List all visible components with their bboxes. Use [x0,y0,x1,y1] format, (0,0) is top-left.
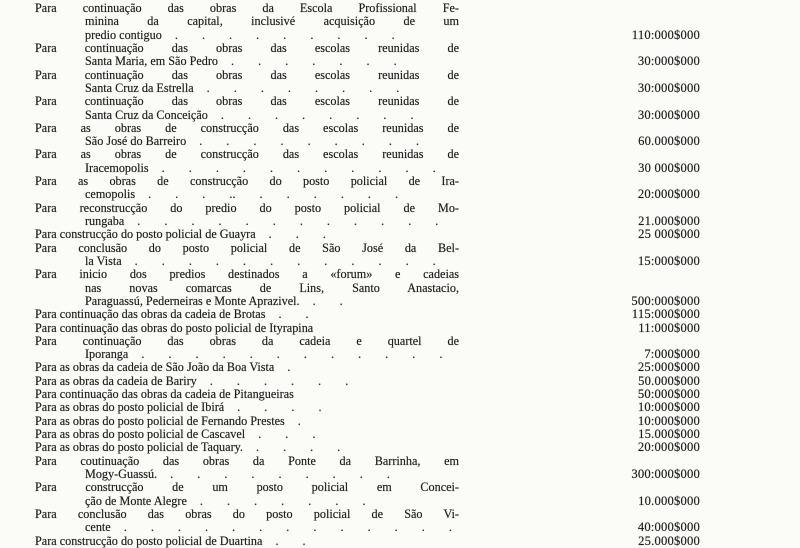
entry-line [0,162,800,175]
entry-text: rungaba [85,214,125,228]
entry-text: Para as obras do posto policial de Taquary. [35,440,243,455]
ledger-entry [0,388,800,401]
entry-amount: 30 000$000 [638,160,700,175]
entry-amount: 110:000$000 [631,27,700,42]
ledger-entry [0,202,800,229]
entry-line [0,15,800,28]
entry-line [0,348,800,361]
entry-text: Para continuação das obras das escolas reunidas de [35,67,459,82]
entry-text: Para as obras de construcção das escolas reunidas de [35,120,459,135]
entry-text: Para as obras de construcção do posto policial de Ira- [35,174,459,189]
entry-line [0,455,800,468]
entry-text: Para continuação das obras da Escola Profissional Fe- [35,1,459,15]
entry-line [0,215,800,228]
entry-text: Para conclusão das obras do posto policial de São Vi- [35,506,459,521]
entry-line [0,428,800,441]
entry-line [0,69,800,82]
ledger-entry [0,481,800,508]
entry-amount: 25.000$000 [638,533,700,548]
entry-text: Santa Cruz da Conceição [85,107,208,122]
entry-line [0,535,800,548]
entry-line [0,255,800,268]
dot-leader: . . . . . . . . . . . . . [123,521,452,535]
dot-leader: . . . . . . . . . . . [161,161,436,175]
entry-line [0,188,800,201]
entry-amount: 300:000$000 [631,466,700,481]
entry-line [0,109,800,122]
entry-line [0,481,800,494]
entry-line [0,388,800,401]
dot-leader: . [297,414,301,428]
dot-leader: . . . . . . . . . . . . [137,215,439,228]
dot-leader: . . . . . . . . [206,81,400,95]
ledger-entry [0,69,800,96]
entry-amount: 50.000$000 [638,373,700,388]
entry-line [0,495,800,508]
entry-line [0,228,800,241]
ledger-entry [0,2,800,42]
entry-line [0,295,800,308]
entry-amount: 115:000$000 [631,307,700,322]
entry-line [0,335,800,348]
entry-line [0,401,800,414]
entry-line [0,202,800,215]
ledger-entry [0,441,800,454]
dot-leader: . . . [268,228,326,242]
entry-line [0,468,800,481]
entry-text: Para as obras do posto policial de Cascavel [35,427,246,441]
ledger-entry [0,228,800,241]
entry-text: Para continuação das obras da cadeia de Pitangueiras [35,387,294,402]
dot-leader: . . . . . . . . . . . . [141,348,443,362]
entry-line [0,242,800,255]
entry-text: ção de Monte Alegre [85,493,187,508]
entry-amount: 15:000$000 [637,253,700,268]
entry-text: Iracemopolis [85,160,149,175]
entry-text: Mogy-Guassú. [85,466,158,481]
entry-text: Para coutinuação das obras da Ponte da Barrinha, em [35,453,459,468]
entry-line [0,95,800,108]
entry-line [0,441,800,454]
entry-amount: 30:000$000 [637,80,700,95]
entry-text: cente [85,520,111,535]
entry-text: Para continuação das obras das escolas reunidas de [35,40,459,55]
entry-text: Para continuação das obras da cadeia de Brotas [35,307,266,322]
entry-line [0,268,800,281]
ledger-entry [0,375,800,388]
ledger-entry [0,335,800,362]
dot-leader: . . . . . . . . . [199,135,419,149]
entry-text: Paraguassú, Pederneiras e Monte Aprazivel. [85,293,300,308]
ledger-entry [0,95,800,122]
dot-leader: . . . .. . . . . . . [148,188,399,202]
dot-leader: . . . . [255,441,341,455]
entry-text: Para as obras de construcção das escolas reunidas de [35,147,459,162]
ledger-entry [0,42,800,69]
entry-text: Para as obras do posto policial de Fernando Prestes [35,413,285,428]
entry-line [0,508,800,521]
entry-line [0,322,800,335]
entry-text: predio contiguo [85,27,162,42]
entry-text: Para continuação das obras das escolas reunidas de [35,94,459,109]
dot-leader: . . . . . . . [231,55,397,69]
entry-amount: 21.000$000 [638,214,700,228]
entry-amount: 20:000$000 [637,440,700,455]
entry-text: Para inicio dos predios destinados a «forum» e cadeias [35,267,459,282]
entry-line [0,82,800,95]
entry-text: Iporanga [85,347,129,362]
entry-text: Para as obras do posto policial de Ibirá [35,400,225,415]
entry-text: Para as obras da cadeia de Bariry [35,373,197,388]
entry-line [0,122,800,135]
entry-text: Santa Cruz da Estrella [85,80,194,95]
dot-leader: . . [312,294,343,308]
entry-amount: 25 000$000 [638,227,700,242]
entry-line [0,415,800,428]
dot-leader: . . . . . . [209,374,349,388]
entry-line [0,148,800,161]
entry-text: la Vista [85,253,122,268]
dot-leader: . . . [258,428,316,441]
entry-text: Para construcção do posto policial de Duartina [35,533,263,548]
dot-leader: . . . . . . . . . [170,467,390,481]
entry-line [0,55,800,68]
entry-amount: 10.000$000 [638,493,700,508]
entry-text: Para conclusão do posto policial de São José da Bel- [35,240,459,255]
ledger-entry [0,415,800,428]
entry-text: Para reconstrucção do predio do posto policial de Mo- [35,200,459,215]
entry-amount: 15.000$000 [638,427,700,441]
entry-text: cemopolis [85,187,136,202]
ledger-entry [0,122,800,149]
entry-text: nas novas comarcas de Lins, Santo Anastacio, [85,280,459,295]
entry-text: Para continuação das obras da cadeia e quartel de [35,333,459,348]
entry-line [0,282,800,295]
entry-line [0,375,800,388]
entry-text: Para continuação das obras do posto policial de Ityrapina [35,320,314,335]
dot-leader: . . . . . . . [199,494,366,508]
entry-line [0,135,800,148]
ledger-entry [0,401,800,414]
ledger-entry [0,242,800,269]
entry-amount: 40:000$000 [637,520,700,535]
dot-leader: . . . . [237,401,322,415]
entry-line [0,521,800,534]
entry-amount: 20:000$000 [637,187,700,202]
ledger-entry [0,428,800,441]
entry-text: Para construcção do posto policial de Guayra [35,227,256,242]
entry-line [0,308,800,321]
entry-text: Para construcção de um posto policial em Concei- [35,480,459,495]
entry-amount: 10:000$000 [637,400,700,415]
entry-amount: 30:000$000 [637,54,700,69]
ledger-entry [0,508,800,535]
entry-line [0,361,800,374]
entry-line [0,29,800,42]
entry-amount: 60.000$000 [638,134,700,149]
entry-text: minina da capital, inclusivé acquisição de um [85,14,459,29]
dot-leader: . . . . . . . . . [174,28,395,42]
ledger-entry [0,361,800,374]
dot-leader: . . . . . . . . [220,108,414,122]
ledger-entry [0,308,800,321]
entry-amount: 500:000$000 [631,293,700,308]
ledger-entry [0,322,800,335]
entry-amount: 25:000$000 [637,360,700,375]
entry-line [0,42,800,55]
ledger-entry [0,535,800,548]
ledger-entry [0,455,800,482]
entry-amount: 10:000$000 [637,413,700,428]
entry-line [0,2,800,15]
dot-leader: . . [275,534,306,548]
entry-amount: 50:000$000 [637,387,700,402]
dot-leader: . . [278,308,309,322]
entry-amount: 7:000$000 [644,347,700,362]
entry-amount: 11:000$000 [638,320,700,335]
entry-line [0,175,800,188]
entry-text: Para as obras da cadeia de São João da Boa Vista [35,360,275,375]
entry-text: Santa Maria, em São Pedro [85,54,219,69]
entry-text: São José do Barreiro [85,134,187,149]
dot-leader: . [287,361,291,375]
ledger-entry [0,268,800,308]
ledger-entry [0,175,800,202]
ledger-entry [0,148,800,175]
entry-amount: 30:000$000 [637,107,700,122]
dot-leader: . . . . . . . . . . . . [134,254,436,268]
